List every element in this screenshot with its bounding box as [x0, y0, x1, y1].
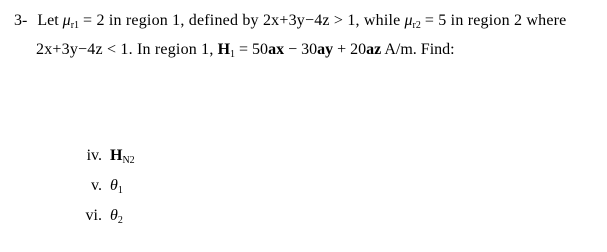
mu-r1-subscript: r1 — [70, 20, 80, 31]
h1-subscript: 1 — [230, 49, 236, 60]
units-and-find: A/m. Find: — [381, 41, 455, 58]
let-word: Let — [37, 12, 59, 29]
unit-vector-ax: ax — [268, 41, 285, 58]
region2-definition: = 5 in region 2 where — [424, 12, 567, 29]
find-item-subscript: 2 — [117, 215, 123, 226]
find-item-number: v. — [91, 177, 102, 194]
region1-definition: = 2 in region 1, defined by 2x+3y−4z > 1, while — [83, 12, 401, 29]
problem-number: 3- — [14, 12, 28, 29]
find-item-iv — [72, 147, 135, 165]
find-item-number: vi. — [85, 207, 102, 224]
find-item-symbol: θ — [110, 207, 118, 224]
problem-statement-line-2 — [36, 41, 455, 59]
mu-r2-subscript: r2 — [412, 20, 421, 31]
find-item-subscript: N2 — [122, 155, 135, 166]
find-item-v — [72, 177, 123, 195]
problem-statement-line-1 — [14, 12, 567, 30]
h1-plus-term: + 20 — [333, 41, 367, 58]
find-item-symbol: H — [110, 147, 123, 164]
find-item-subscript: 1 — [117, 185, 123, 196]
unit-vector-ay: ay — [317, 41, 334, 58]
h1-minus-term: − 30 — [284, 41, 318, 58]
find-item-symbol: θ — [110, 177, 118, 194]
find-item-vi — [72, 207, 123, 225]
region2-condition: 2x+3y−4z < 1. In region 1, — [36, 41, 214, 58]
h1-symbol: H — [217, 41, 231, 58]
mu-r2-symbol: μ — [404, 12, 413, 29]
h1-equals: = 50 — [239, 41, 269, 58]
unit-vector-az: az — [366, 41, 382, 58]
mu-r1-symbol: μ — [62, 12, 71, 29]
find-item-number: iv. — [86, 147, 102, 164]
